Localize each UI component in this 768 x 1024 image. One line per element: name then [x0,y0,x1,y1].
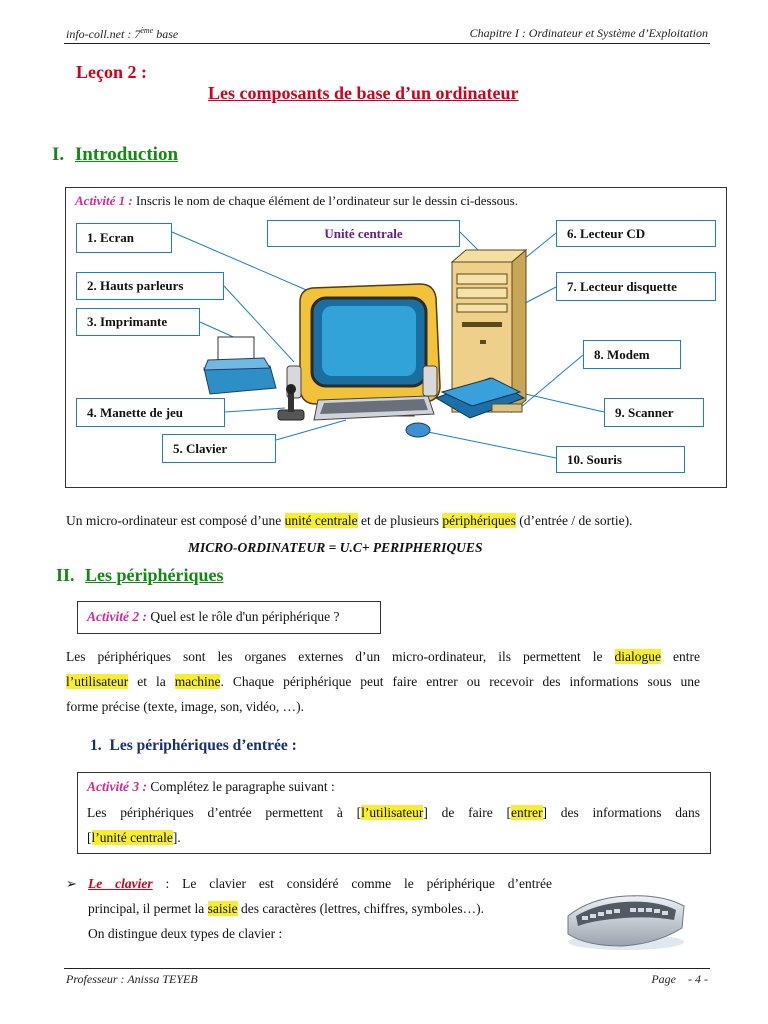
label-lecteur-disquette: 7. Lecteur disquette [556,272,716,301]
keyboard [314,396,434,420]
subsection-1-title: Les périphériques d’entrée : [109,737,297,754]
activity-3-instruction [87,779,335,795]
highlight-peripheriques: périphériques [442,513,516,528]
activity-2-text: Quel est le rôle d'un périphérique ? [146,609,340,624]
footer-rule [64,968,710,969]
highlight-unite-centrale: unité centrale [284,513,358,528]
lesson-title: Les composants de base d’un ordinateur [208,83,519,103]
intro-paragraph: Un micro-ordinateur est composé d’une unité centrale et de plusieurs périphériques (d’entrée / de sortie). [66,513,633,528]
activity-3-line-2: [l’unité centrale]. [87,830,181,845]
highlight-a3-entrer: entrer [511,805,543,820]
activity-2-label: Activité 2 : [87,609,147,624]
mouse [406,423,430,437]
highlight-utilisateur: l’utilisateur [66,674,129,689]
label-lecteur-cd: 6. Lecteur CD [556,220,716,247]
periph-line-3: forme précise (texte, image, son, vidéo, …). [66,699,305,714]
label-unite-centrale: Unité centrale [267,220,460,247]
activity-3-label: Activité 3 : [87,779,147,794]
label-souris: 10. Souris [556,446,685,473]
header-left: info-coll.net : 7ème base [66,26,179,41]
label-hauts-parleurs: 2. Hauts parleurs [76,272,224,300]
footer-left: Professeur : Anissa TEYEB [66,972,198,986]
printer [204,337,276,394]
highlight-saisie: saisie [207,901,238,916]
clavier-line-3: On distingue deux types de clavier : [88,926,283,941]
label-clavier: 5. Clavier [162,434,276,463]
lesson-label: Leçon 2 : [76,62,147,82]
section-2-title: Les périphériques [85,565,224,585]
clavier-line-2: principal, il permet la saisie des caractères (lettres, chiffres, symboles…). [88,901,484,916]
highlight-dialogue: dialogue [614,649,662,664]
section-2-heading [56,565,224,586]
header-rule [64,43,710,44]
subsection-1-number: 1. [90,737,102,754]
activity-1-label: Activité 1 : [75,193,133,208]
periph-line-2: l’utilisateur et la machine. Chaque périphérique peut faire entrer ou recevoir des informations sous une [66,674,700,689]
activity-3-line-1: Les périphériques d’entrée permettent à [l’utilisateur] de faire [entrer] des informations dans [87,805,700,820]
formula: MICRO-ORDINATEUR = U.C+ PERIPHERIQUES [188,540,483,555]
activity-3-text: Complétez le paragraphe suivant : [146,779,335,794]
activity-2-box [77,601,381,634]
label-scanner: 9. Scanner [604,398,704,427]
highlight-a3-unite-centrale: l’unité centrale [91,830,173,845]
footer-right: Page - 4 - [651,972,708,986]
clavier-term: Le clavier [88,876,153,891]
label-modem: 8. Modem [583,340,681,369]
periph-line-1: Les périphériques sont les organes externes d’un micro-ordinateur, ils permettent le dialogue entre [66,649,701,664]
clavier-line-1: Le clavier : Le clavier est considéré comme le périphérique d’entrée [88,876,552,891]
label-imprimante: 3. Imprimante [76,308,200,336]
ergonomic-keyboard-image [560,876,690,956]
label-ecran: 1. Ecran [76,223,172,253]
highlight-a3-utilisateur: l’utilisateur [361,805,424,820]
header-right: Chapitre I : Ordinateur et Système d’Exploitation [469,26,708,40]
highlight-machine: machine [174,674,221,689]
activity-1-text: Inscris le nom de chaque élément de l’ordinateur sur le dessin ci-dessous. [132,193,518,208]
section-1-number: I. [52,144,65,165]
clavier-bullet: ➢ [66,876,77,891]
label-manette: 4. Manette de jeu [76,398,225,427]
subsection-1-heading [90,737,297,755]
section-1-heading [52,144,178,166]
section-2-number: II. [56,565,75,585]
section-1-title: Introduction [74,144,179,165]
